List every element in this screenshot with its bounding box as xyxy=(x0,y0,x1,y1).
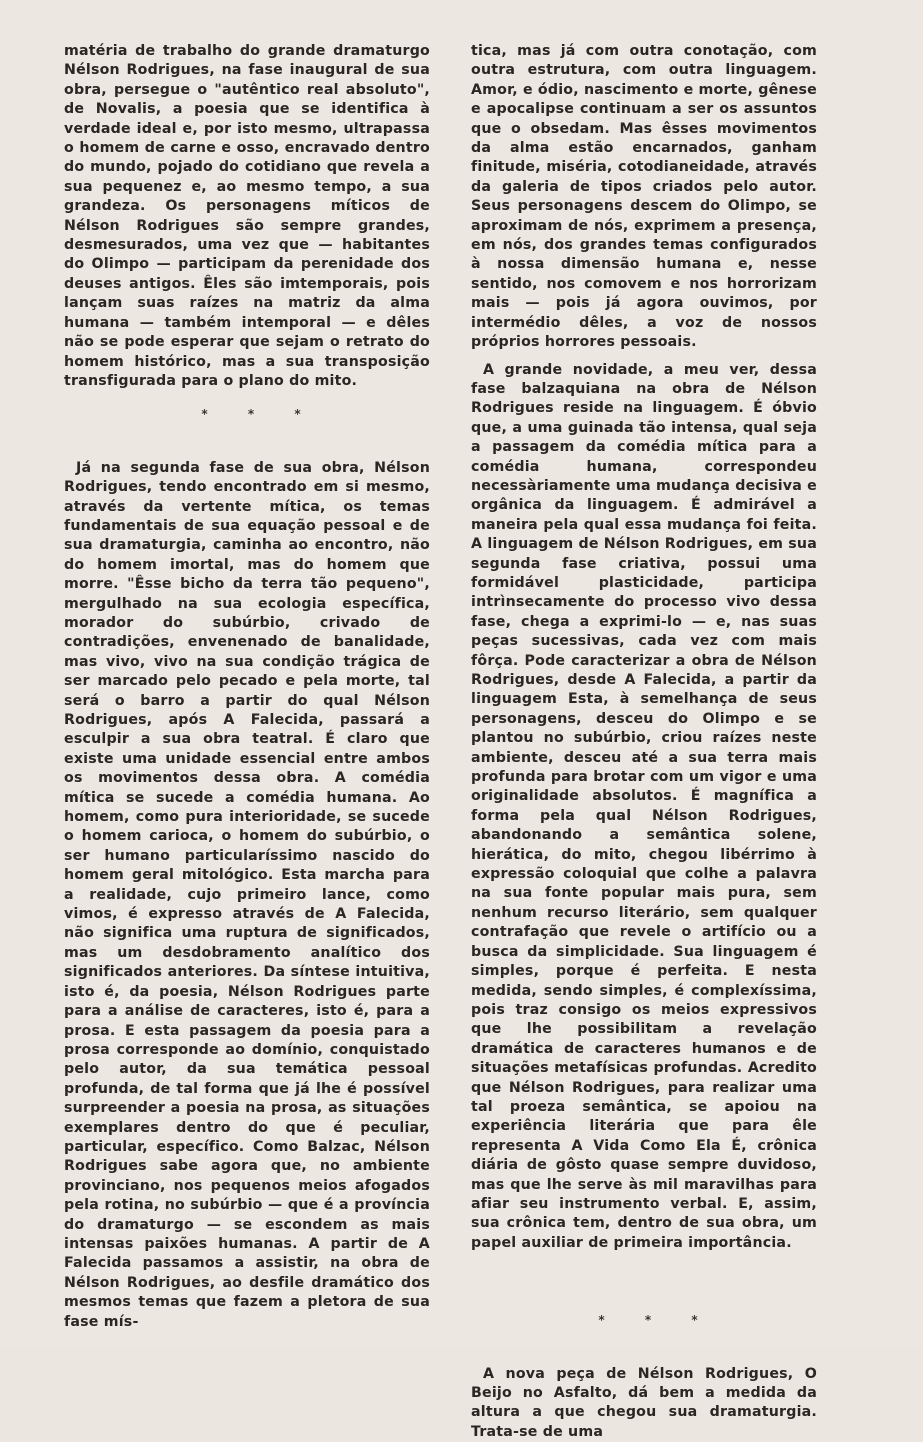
left-paragraph-1: matéria de trabalho do grande dramaturgo Nélson Rodrigues, na fase inaugural de sua obra, persegue o "autêntico real absoluto", de Novalis, a poesia que se identifica à verdade ideal e, por isto mesmo, ultrapassa o homem de carne e osso, encravado dentro do mundo, pojado do cotidiano que revela a sua pequenez e, ao mesmo tempo, a sua grandeza. Os personagens míticos de Nélson Rodrigues são sempre grandes, desmesurados, uma vez que — habitantes do Olimpo — participam da perenidade dos deuses antigos. Êles são imtemporais, pois lançam suas raízes na matriz da alma humana — também intemporal — e dêles não se pode esperar que sejam o retrato do homem histórico, mas a sua transposição transfigurada para o plano do mito. xyxy=(64,43,430,389)
right-paragraph-3: A nova peça de Nélson Rodrigues, O Beijo no Asfalto, dá bem a medida da altura a que chegou sua dramaturgia. Trata-se de uma xyxy=(471,1365,817,1440)
left-paragraph-2: Já na segunda fase de sua obra, Nélson Rodrigues, tendo encontrado em si mesmo, através da vertente mítica, os temas fundamentais de sua equação pessoal e de sua dramaturgia, caminha ao encontro, não do homem imortal, mas do homem que morre. "Êsse bicho da terra tão pequeno", mergulhado na sua ecologia específica, morador do subúrbio, crivado de contradições, envenenado de banalidade, mas vivo, vivo na sua condição trágica de ser marcado pelo pecado e pela morte, tal será o barro a partir do qual Nélson Rodrigues, após A Falecida, passará a esculpir a sua obra teatral. É claro que existe uma unidade essencial entre ambos os movimentos dessa obra. A comédia mítica se sucede a comédia humana. Ao homem, como pura interioridade, se sucede o homem carioca, o homem do subúrbio, o ser humano particularíssimo nascido do homem geral mitológico. Esta marcha para a realidade, cujo primeiro lance, como vimos, é expresso através de A Falecida, não significa uma ruptura de significados, mas um desdobramento analítico dos significados anteriores. Da síntese intuitiva, isto é, da poesia, Nélson Rodrigues parte para a análise de caracteres, isto é, para a prosa. E esta passagem da poesia para a prosa corresponde ao domínio, conquistado pelo autor, da sua temática pessoal profunda, de tal forma que já lhe é possível surpreender a poesia na prosa, as situações exemplares dentro do que é peculiar, particular, específico. Como Balzac, Nélson Rodrigues sabe agora que, no ambiente provinciano, nos pequenos meios afogados pela rotina, no subúrbio — que é a província do dramaturgo — se escondem as mais intensas paixões humanas. A partir de A Falecida passamos a assistir, na obra de Nélson Rodrigues, ao desfile dramático dos mesmos temas que fazem a pletora de sua fase mís- xyxy=(64,459,430,1330)
right-paragraph-2: A grande novidade, a meu ver, dessa fase balzaquiana na obra de Nélson Rodrigues reside na linguagem. É óbvio que, a uma guinada tão intensa, qual seja a passagem da comédia mítica para a comédia humana, correspondeu necessàriamente uma mudança decisiva e orgânica da linguagem. É admirável a maneira pela qual essa mudança foi feita. A linguagem de Nélson Rodrigues, em sua segunda fase criativa, possui uma formidável plasticidade, participa intrìnsecamente do processo vivo dessa fase, chega a exprimi-lo — e, nas suas peças sucessivas, cada vez com mais fôrça. Pode caracterizar a obra de Nélson Rodrigues, desde A Falecida, a partir da linguagem Esta, à semelhança de seus personagens, desceu do Olimpo e se plantou no subúrbio, criou raízes neste ambiente, desceu até a sua terra mais profunda para brotar com um vigor e uma originalidade absolutos. É magnífica a forma pela qual Nélson Rodrigues, abandonando a semântica solene, hierática, do mito, chegou libérrimo à expressão coloquial que colhe a palavra na sua fonte popular mais pura, sem nenhum recurso literário, sem qualquer contrafação que revele o artifício ou a busca da simplicidade. Sua linguagem é simples, porque é perfeita. E nesta medida, sendo simples, é complexíssima, pois traz consigo os meios expressivos que lhe possibilitam a revelação dramática de caracteres humanos e de situações metafísicas profundas. Acredito que Nélson Rodrigues, para realizar uma tal proeza semântica, se apoiou na experiência literária que para êle representa A Vida Como Ela É, crônica diária de gôsto quase sempre duvidoso, mas que lhe serve às mil maravilhas para afiar seu instrumento verbal. E, assim, sua crônica tem, dentro de sua obra, um papel auxiliar de primeira importância. xyxy=(471,361,817,1251)
left-section-separator: * * * xyxy=(201,407,319,422)
right-paragraph-1: tica, mas já com outra conotação, com outra estrutura, com outra linguagem. Amor, e ódio, nascimento e morte, gênese e apocalipse continuam a ser os assuntos que o obsedam. Mas êsses movimentos da alma estão encarnados, ganham finitude, miséria, cotodianeidade, através da galeria de tipos criados pelo autor. Seus personagens descem do Olimpo, se aproximam de nós, exprimem a presença, em nós, dos grandes temas configurados à nossa dimensão humana e, nesse sentido, nos comovem e nos horrorizam mais — pois já agora ouvimos, por intermédio dêles, a voz de nossos próprios horrores pessoais. xyxy=(471,43,817,351)
left-column xyxy=(64,42,430,1332)
paragraph-gap xyxy=(471,353,817,361)
right-section-separator: * * * xyxy=(598,1313,716,1328)
right-column xyxy=(471,42,817,1442)
